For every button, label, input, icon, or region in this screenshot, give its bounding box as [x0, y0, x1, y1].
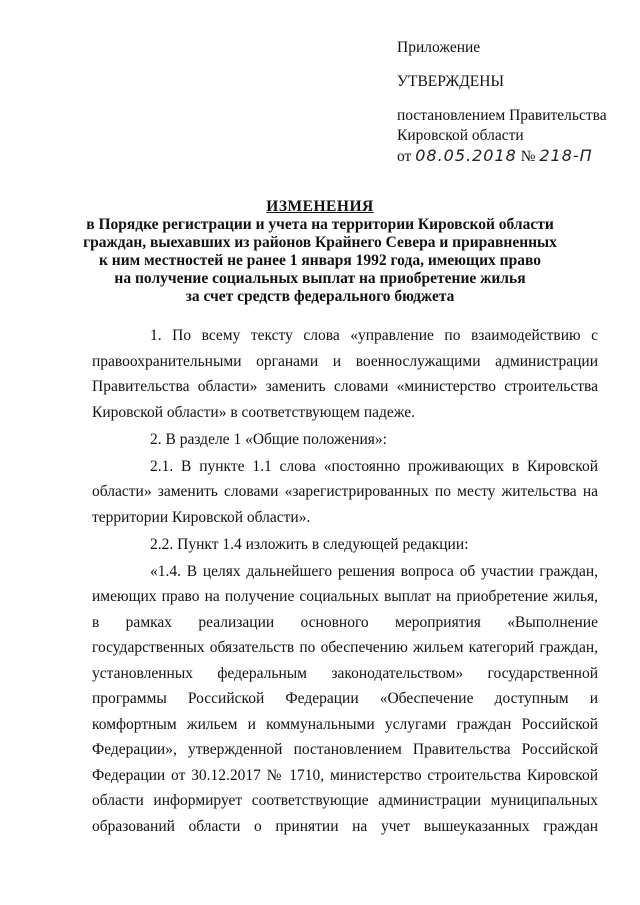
handwritten-number: 218-П: [539, 146, 593, 165]
paragraph-1-4: «1.4. В целях дальнейшего решения вопроса об участии граждан, имеющих право на получение социальных выплат на приобретение жилья, в рамках реализации основного мероприятия «Выполнение государственных обязательств по обеспечению жильем категорий граждан, установленных федеральным законодательством» государственной программы Российской Федерации «Обеспечение доступным и комфортным жильем и коммунальными услугами граждан Российской Федерации», утвержденной постановлением Правительства Российской Федерации от 30.12.2017 № 1710, министерство строительства Кировской области информирует соответствующие администрации муниципальных образований области о принятии на учет вышеуказанных граждан: [92, 562, 598, 835]
document-body: [92, 323, 598, 839]
appendix-label: Приложение: [397, 39, 481, 56]
from-prefix: от: [397, 148, 412, 165]
title-main: ИЗМЕНЕНИЯ: [266, 198, 374, 215]
title-line: граждан, выехавших из районов Крайнего Севера и приравненных: [83, 234, 557, 251]
paragraph-2-1: 2.1. В пункте 1.1 слова «постоянно проживающих в Кировской области» заменить словами «зарегистрированных по месту жительства на территории Кировской области».: [92, 457, 598, 526]
decree-line-1: постановлением Правительства: [397, 107, 607, 124]
title-line: в Порядке регистрации и учета на территории Кировской области: [86, 216, 554, 233]
paragraph-1: 1. По всему тексту слова «управление по взаимодействию с правоохранительными органами и военнослужащими администрации Правительства области» заменить словами «министерство строительства Кировской области» в соответствующем падеже.: [92, 327, 598, 421]
title-line: за счет средств федерального бюджета: [185, 288, 455, 305]
approved-label: УТВЕРЖДЕНЫ: [397, 73, 504, 90]
approval-block: [397, 38, 627, 167]
number-prefix: №: [520, 148, 536, 165]
decree-date-number: [397, 146, 627, 167]
decree-line-2: Кировской области: [397, 127, 524, 144]
title-line: на получение социальных выплат на приобретение жилья: [114, 270, 526, 287]
handwritten-date: 08.05.2018: [415, 146, 517, 165]
paragraph-2: 2. В разделе 1 «Общие положения»:: [150, 430, 387, 448]
document-title: [60, 198, 580, 306]
paragraph-2-2: 2.2. Пункт 1.4 изложить в следующей редакции:: [150, 535, 469, 553]
title-line: к ним местностей не ранее 1 января 1992 года, имеющих право: [99, 252, 541, 269]
